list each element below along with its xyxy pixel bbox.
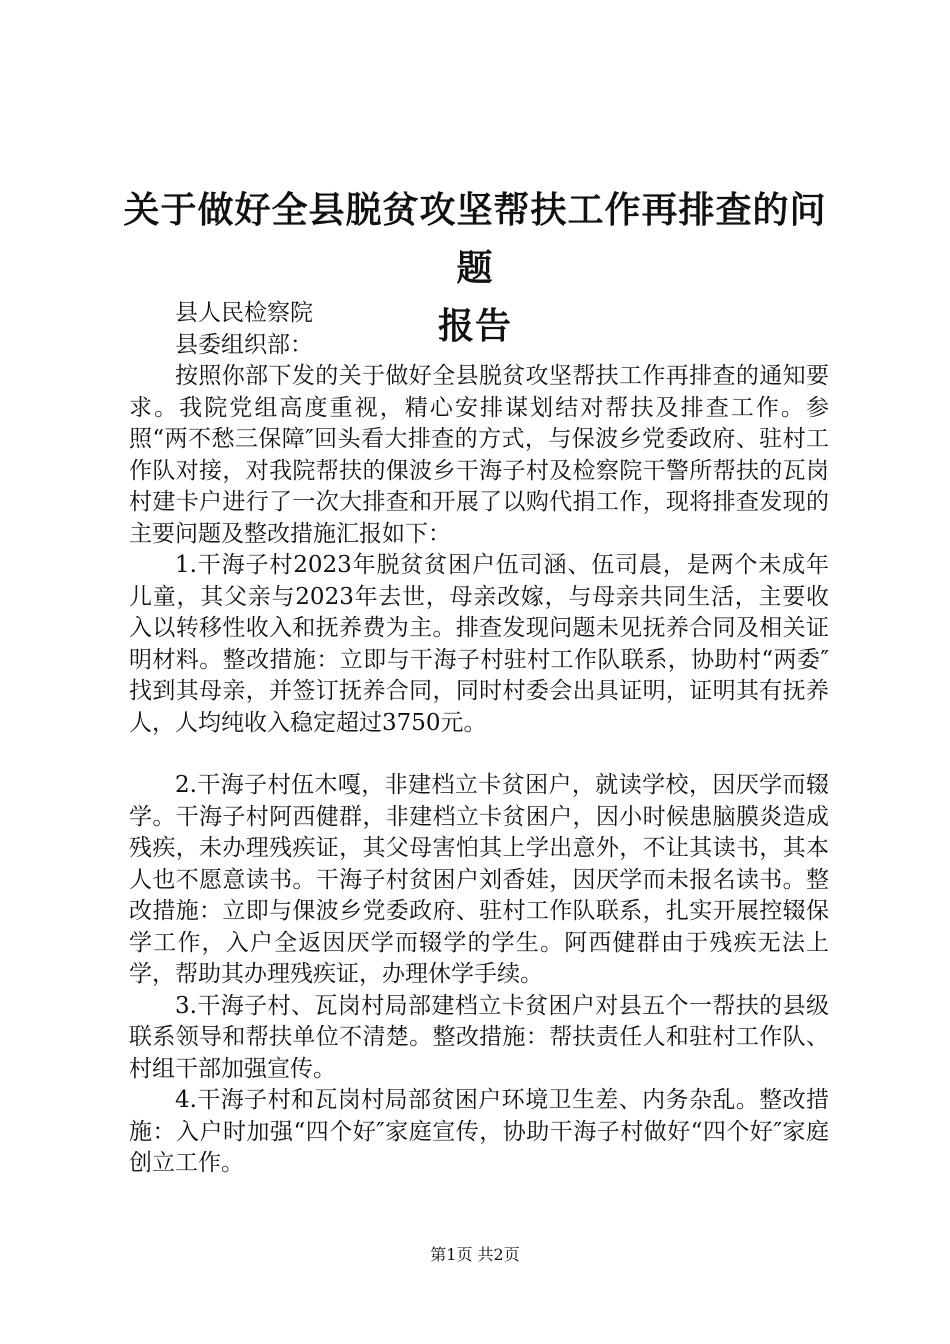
title-line-2: 报告	[437, 306, 512, 347]
recipient-line: 县委组织部：	[175, 331, 313, 358]
item-2-paragraph: 2.干海子村伍木嘎，非建档立卡贫困户，就读学校，因厌学而辍学。干海子村阿西健群，非建档立卡贫困户，因小时候患脑膜炎造成残疾，未办理残疾证，其父母害怕其上学出意外，不让其读书，其本人也不愿意读书。干海子村贫困户刘香娃，因厌学而未报名读书。整改措施：立即与倮波乡党委政府、驻村工作队联系，扎实开展控辍保学工作，入户全返因厌学而辍学的学生。阿西健群由于残疾无法上学，帮助其办理残疾证，办理休学手续。	[129, 772, 829, 987]
item-4-paragraph: 4.干海子村和瓦岗村局部贫困户环境卫生差、内务杂乱。整改措施：入户时加强“四个好″家庭宣传，协助干海子村做好“四个好″家庭创立工作。	[129, 1087, 829, 1176]
page-footer	[0, 1244, 950, 1266]
intro-paragraph: 按照你部下发的关于做好全县脱贫攻坚帮扶工作再排查的通知要求。我院党组高度重视，精心安排谋划结对帮扶及排查工作。参照“两不愁三保障″回头看大排查的方式，与保波乡党委政府、驻村工作队对接，对我院帮扶的倮波乡干海子村及检察院干警所帮扶的瓦岗村建卡户进行了一次大排查和开展了以购代捐工作，现将排查发现的主要问题及整改措施汇报如下：	[129, 363, 829, 547]
title-line-1: 关于做好全县脱贫攻坚帮扶工作再排查的问题	[123, 190, 827, 289]
item-1-paragraph: 1.干海子村2023年脱贫贫困户伍司涵、伍司晨，是两个未成年儿童，其父亲与2023年去世，母亲改嫁，与母亲共同生活，主要收入以转移性收入和抚养费为主。排查发现问题未见抚养合同及相关证明材料。整改措施：立即与干海子村驻村工作队联系，协助村“两委″找到其母亲，并签订抚养合同，同时村委会出具证明，证明其有抚养人，人均纯收入稳定超过3750元。	[129, 552, 829, 736]
item-3-paragraph: 3.干海子村、瓦岗村局部建档立卡贫困户对县五个一帮扶的县级联系领导和帮扶单位不清楚。整改措施：帮扶责任人和驻村工作队、村组干部加强宣传。	[129, 992, 829, 1082]
sender-line: 县人民检察院	[175, 300, 313, 326]
page-number: 第1页 共2页	[430, 1245, 520, 1264]
document-body	[129, 298, 829, 1180]
